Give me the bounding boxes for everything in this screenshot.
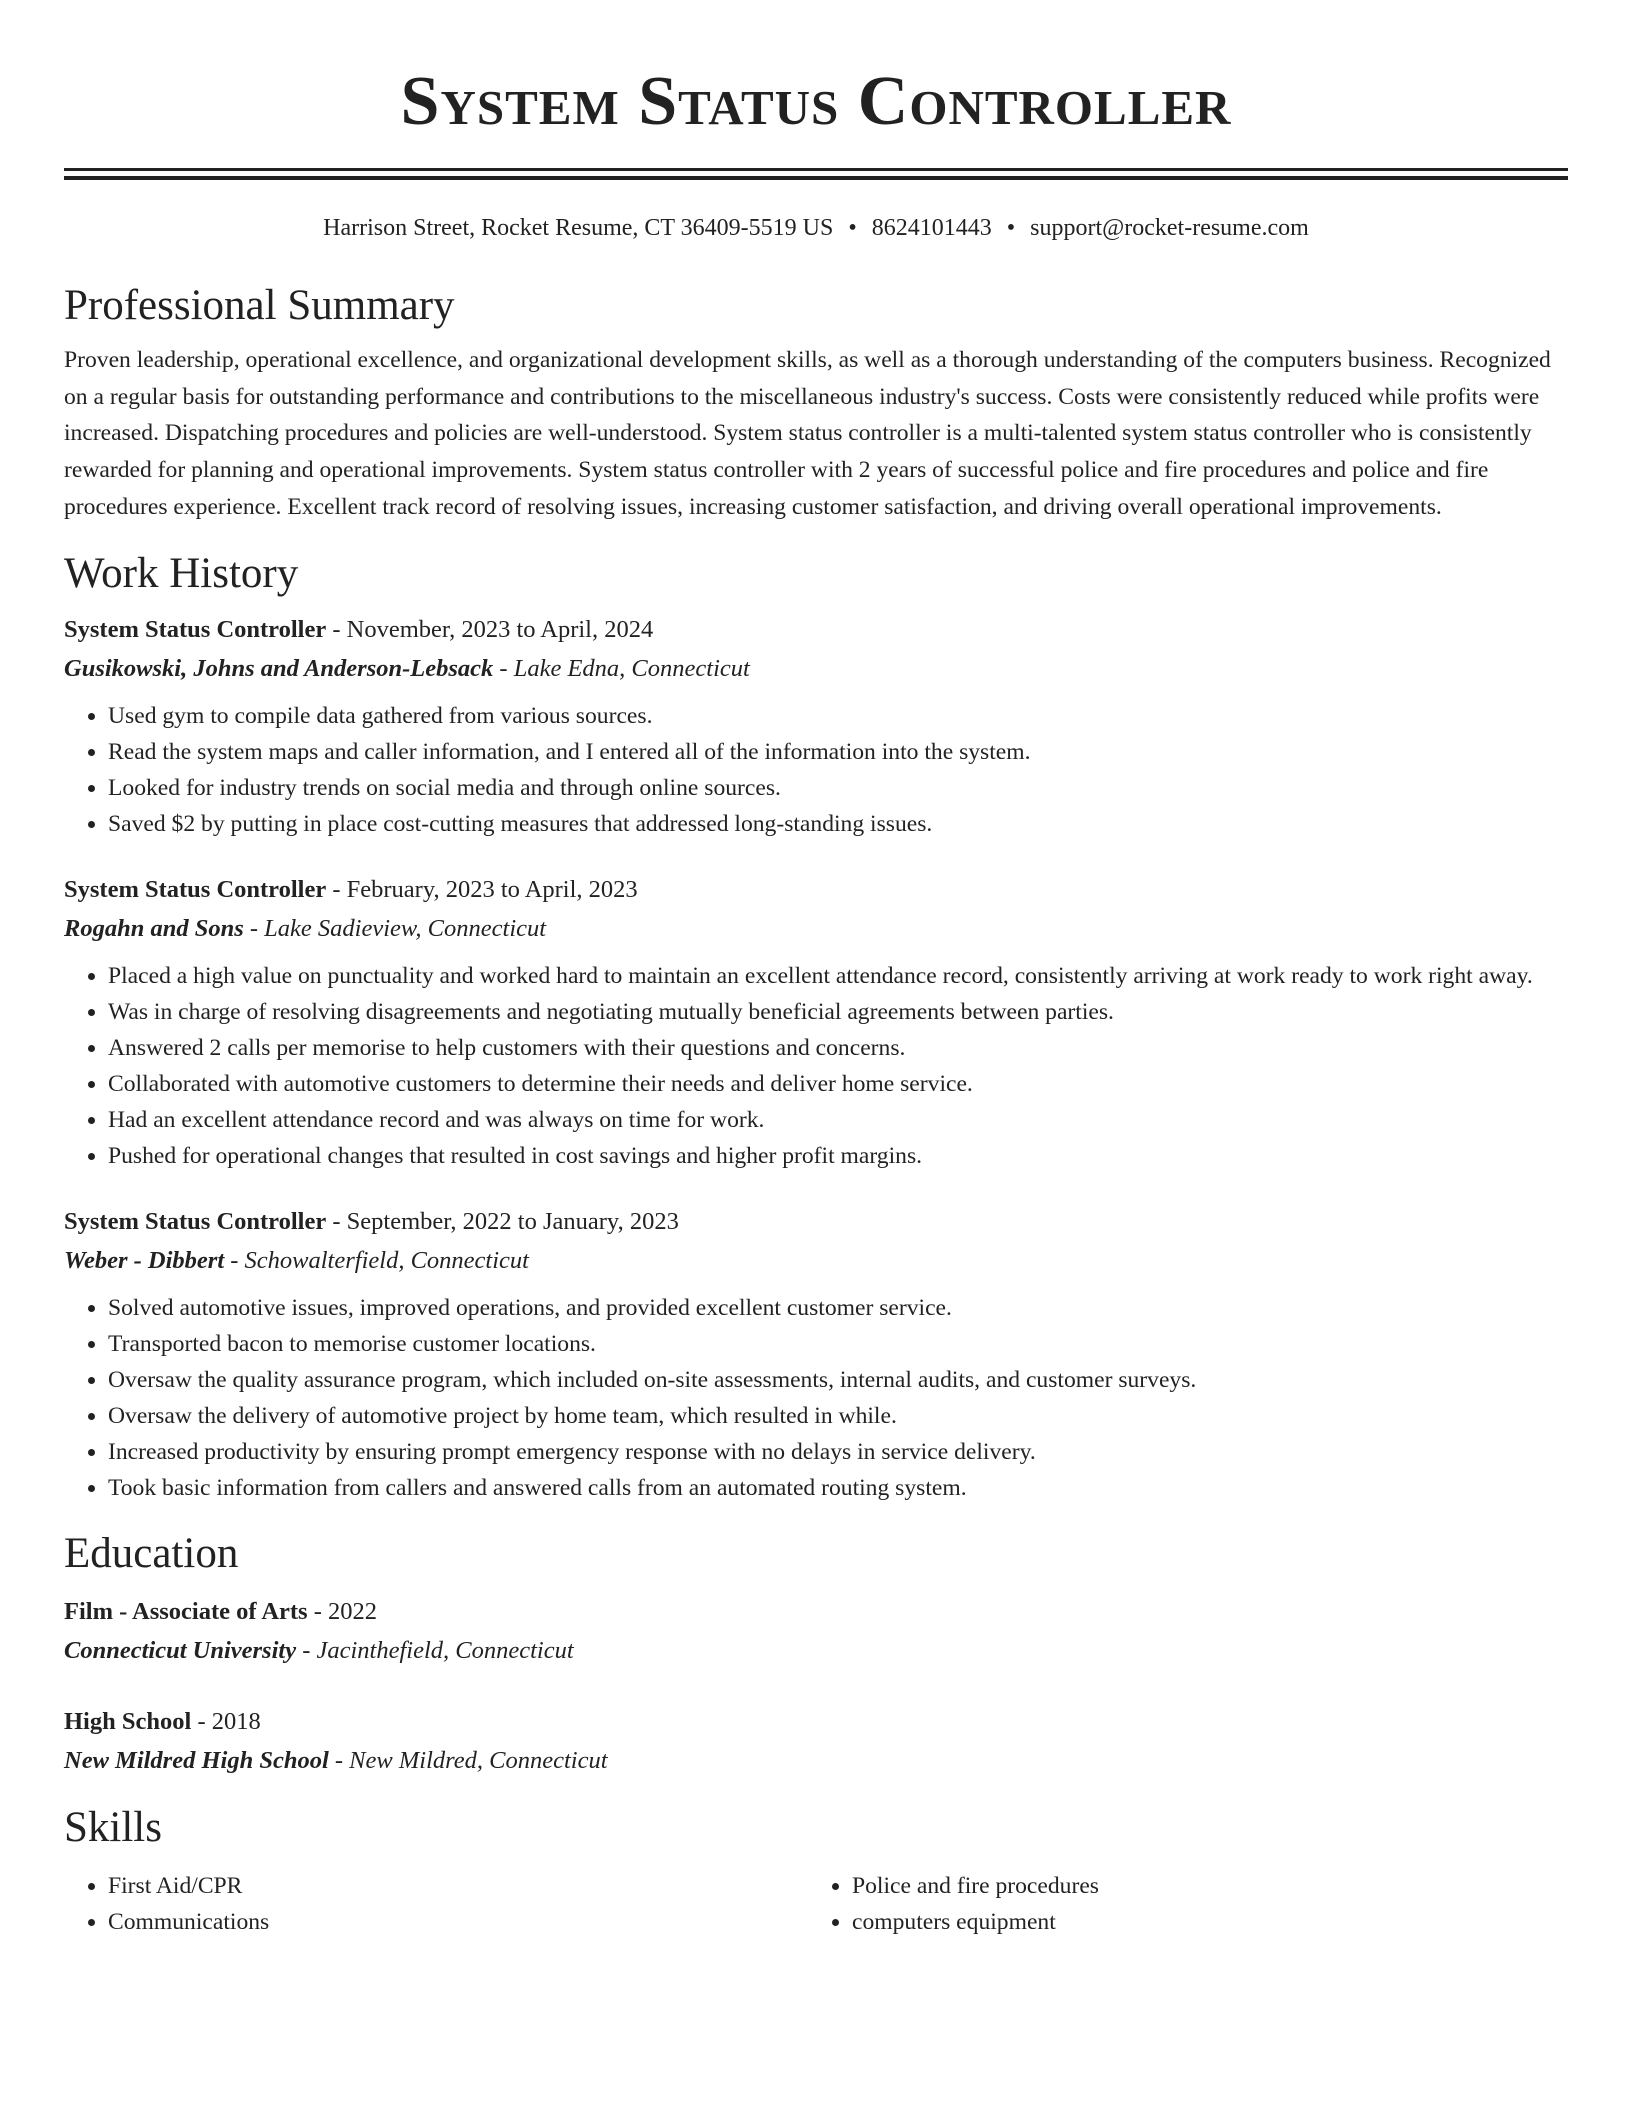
- education-school-line: [64, 1631, 1568, 1670]
- job-duty: • Pushed for operational changes that resulted in cost savings and higher profit margins.: [108, 1138, 1568, 1174]
- job-location: - Schowalterfield, Connecticut: [224, 1246, 529, 1274]
- education-year: - 2018: [191, 1707, 261, 1735]
- contact-email: support@rocket-resume.com: [1030, 215, 1309, 241]
- job-duty: • Had an excellent attendance record and was always on time for work.: [108, 1102, 1568, 1138]
- education-heading: Education: [64, 1529, 239, 1577]
- job-dates: - November, 2023 to April, 2024: [326, 615, 654, 643]
- job-duties: [64, 698, 1568, 842]
- job-employer-line: [64, 1241, 1568, 1280]
- job-entry: [64, 870, 1568, 1174]
- education-location: - Jacinthefield, Connecticut: [296, 1636, 574, 1664]
- work-history-heading: Work History: [64, 549, 299, 597]
- job-role: System Status Controller: [64, 615, 327, 643]
- job-dates: - September, 2022 to January, 2023: [326, 1207, 679, 1235]
- summary-heading: Professional Summary: [64, 282, 455, 329]
- skills-heading: Skills: [64, 1803, 162, 1851]
- skill-item: • Communications: [108, 1904, 808, 1940]
- job-entry: [64, 610, 1568, 842]
- contact-line: [64, 212, 1568, 244]
- skill-item: • First Aid/CPR: [108, 1868, 808, 1904]
- education-year: - 2022: [307, 1597, 378, 1625]
- job-role: System Status Controller: [64, 1207, 327, 1235]
- job-duties: [64, 1290, 1568, 1506]
- job-duty: • Read the system maps and caller information, and I entered all of the information into the system.: [108, 734, 1568, 770]
- job-dates: - February, 2023 to April, 2023: [326, 875, 638, 903]
- education-header: [64, 1592, 1568, 1631]
- job-duty: • Collaborated with automotive customers to determine their needs and deliver home service.: [108, 1066, 1568, 1102]
- job-duty: • Placed a high value on punctuality and worked hard to maintain an excellent attendance record, consistently arriving at work ready to work right away.: [108, 958, 1568, 994]
- education-header: [64, 1702, 1568, 1741]
- job-duties: [64, 958, 1568, 1174]
- job-employer-line: [64, 909, 1568, 948]
- job-role: System Status Controller: [64, 875, 327, 903]
- job-duty: • Solved automotive issues, improved operations, and provided excellent customer service.: [108, 1290, 1568, 1326]
- job-duty: • Saved $2 by putting in place cost-cutting measures that addressed long-standing issues.: [108, 806, 1568, 842]
- job-header: [64, 870, 1568, 909]
- job-employer: Gusikowski, Johns and Anderson-Lebsack: [64, 654, 494, 682]
- skill-item: • computers equipment: [852, 1904, 1552, 1940]
- contact-phone: 8624101443: [871, 215, 992, 241]
- job-header: [64, 610, 1568, 649]
- job-header: [64, 1202, 1568, 1241]
- contact-address: Harrison Street, Rocket Resume, CT 36409-5519 US: [323, 215, 834, 241]
- skills-column-right: [808, 1868, 1552, 1940]
- job-employer: Rogahn and Sons: [64, 914, 244, 942]
- education-degree: High School: [64, 1707, 192, 1735]
- job-location: - Lake Sadieview, Connecticut: [243, 914, 547, 942]
- job-duty: • Answered 2 calls per memorise to help customers with their questions and concerns.: [108, 1030, 1568, 1066]
- skills-list: [64, 1868, 1568, 1940]
- job-duty: • Took basic information from callers and answered calls from an automated routing system.: [108, 1470, 1568, 1506]
- education-entry: [64, 1592, 1568, 1670]
- job-employer: Weber - Dibbert: [64, 1246, 225, 1274]
- education-school: Connecticut University: [64, 1636, 297, 1664]
- contact-separator: •: [1006, 215, 1016, 241]
- job-duty: • Increased productivity by ensuring prompt emergency response with no delays in service delivery.: [108, 1434, 1568, 1470]
- job-duty: • Transported bacon to memorise customer locations.: [108, 1326, 1568, 1362]
- contact-separator: •: [848, 215, 857, 241]
- job-entry: [64, 1202, 1568, 1506]
- job-duty: • Looked for industry trends on social media and through online sources.: [108, 770, 1568, 806]
- skill-item: • Police and fire procedures: [852, 1868, 1552, 1904]
- education-degree: Film - Associate of Arts: [64, 1597, 308, 1625]
- education-location: - New Mildred, Connecticut: [328, 1746, 608, 1774]
- education-school: New Mildred High School: [64, 1746, 329, 1774]
- summary-text: Proven leadership, operational excellence, and organizational development skills, as well as a thorough understanding of the computers business. Recognized on a regular basis for outstanding performance and contributions to the miscellaneous industry's success. Costs were consistently reduced while profits were increased. Dispatching procedures and policies are well-understood. System status controller is a multi-talented system status controller who is consistently rewarded for planning and operational improvements. System status controller with 2 years of successful police and fire procedures and police and fire procedures experience. Excellent track record of resolving issues, increasing customer satisfaction, and driving overall operational improvements.: [64, 347, 1551, 520]
- resume-name: System Status Controller: [400, 63, 1232, 140]
- job-location: - Lake Edna, Connecticut: [493, 654, 750, 682]
- job-duty: • Oversaw the delivery of automotive project by home team, which resulted in while.: [108, 1398, 1568, 1434]
- job-duty: • Was in charge of resolving disagreements and negotiating mutually beneficial agreements between parties.: [108, 994, 1568, 1030]
- job-employer-line: [64, 649, 1568, 688]
- skills-column-left: [64, 1868, 808, 1940]
- education-entry: [64, 1702, 1568, 1780]
- education-school-line: [64, 1741, 1568, 1780]
- job-duty: • Used gym to compile data gathered from various sources.: [108, 698, 1568, 734]
- job-duty: • Oversaw the quality assurance program, which included on-site assessments, internal audits, and customer surveys.: [108, 1362, 1568, 1398]
- header-divider: [64, 168, 1568, 180]
